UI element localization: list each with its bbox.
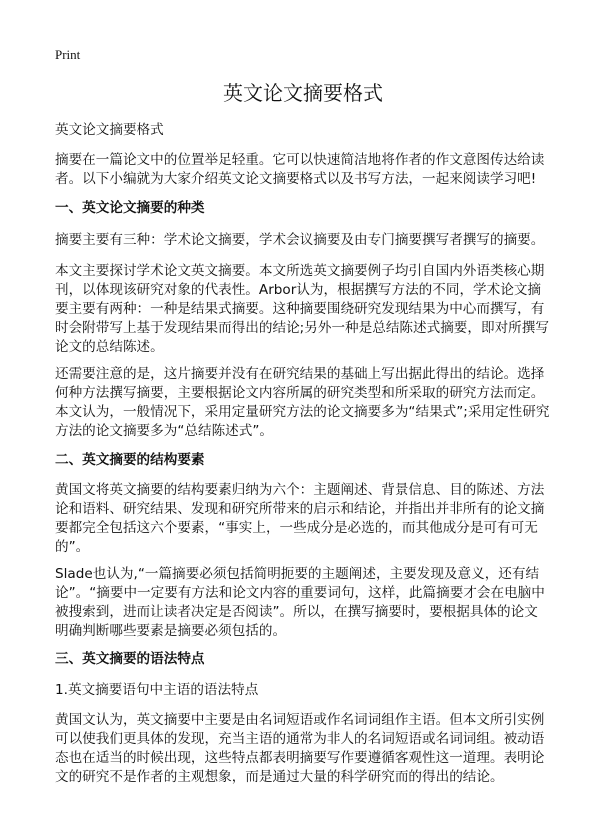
- section3-heading: 三、英文摘要的语法特点: [55, 651, 205, 667]
- page-title: 英文论文摘要格式: [223, 81, 383, 105]
- section2-heading: 二、英文摘要的结构要素: [55, 452, 205, 468]
- intro-paragraph: 摘要在一篇论文中的位置举足轻重。它可以快速简洁地将作者的作文意图传达给读者。以下小编就为大家介绍英文论文摘要格式以及书写方法，一起来阅读学习吧!: [55, 152, 545, 187]
- section3-subheading: 1.英文摘要语句中主语的语法特点: [55, 682, 259, 698]
- paragraph: 黄国文将英文摘要的结构要素归纳为六个：主题阐述、背景信息、目的陈述、方法论和语料、研究结果、发现和研究所带来的启示和结论，并指出并非所有的论文摘要都完全包括这六个要素，“事实上，一些成分是必选的，而其他成分是可有可无的”。: [55, 482, 545, 555]
- paragraph: 还需要注意的是，这片摘要并没有在研究结果的基础上写出据此得出的结论。选择何种方法撰写摘要，主要根据论文内容所属的研究类型和所采取的研究方法而定。本文认为，一般情况下，采用定量研究方法的论文摘要多为“结果式”;采用定性研究方法的论文摘要多为“总结陈述式”。: [55, 366, 550, 439]
- subtitle: 英文论文摘要格式: [55, 122, 164, 138]
- paragraph: 本文主要探讨学术论文英文摘要。本文所选英文摘要例子均引自国内外语类核心期刊，以体现该研究对象的代表性。Arbor认为，根据撰写方法的不同，学术论文摘要主要有两种：一种是结果式摘要。这种摘要围绕研究发现结果为中心而撰写，有时会附带写上基于发现结果而得出的结论;另外一种是总结陈述式摘要，即对所撰写论文的总结陈述。: [55, 263, 549, 355]
- paragraph: 黄国文认为，英文摘要中主要是由名词短语或作名词词组作主语。但本文所引实例可以使我们更具体的发现，充当主语的通常为非人的名词短语或名词词组。被动语态也在适当的时候出现，这些特点都表明摘要写作要遵循客观性这一道理。表明论文的研究不是作者的主观想象，而是通过大量的科学研究而的得出的结论。: [55, 712, 545, 785]
- paragraph: 摘要主要有三种：学术论文摘要，学术会议摘要及由专门摘要撰写者撰写的摘要。: [55, 232, 545, 248]
- section1-heading: 一、英文论文摘要的种类: [55, 200, 205, 216]
- print-link[interactable]: Print: [55, 47, 81, 62]
- paragraph: Slade也认为,“一篇摘要必须包括简明扼要的主题阐述，主要发现及意义，还有结论”。“摘要中一定要有方法和论文内容的重要词句，这样，此篇摘要才会在电脑中被搜索到，进而让读者决定是否阅读”。所以，在撰写摘要时，要根据具体的论文明确判断哪些要素是摘要必须包括的。: [55, 566, 545, 639]
